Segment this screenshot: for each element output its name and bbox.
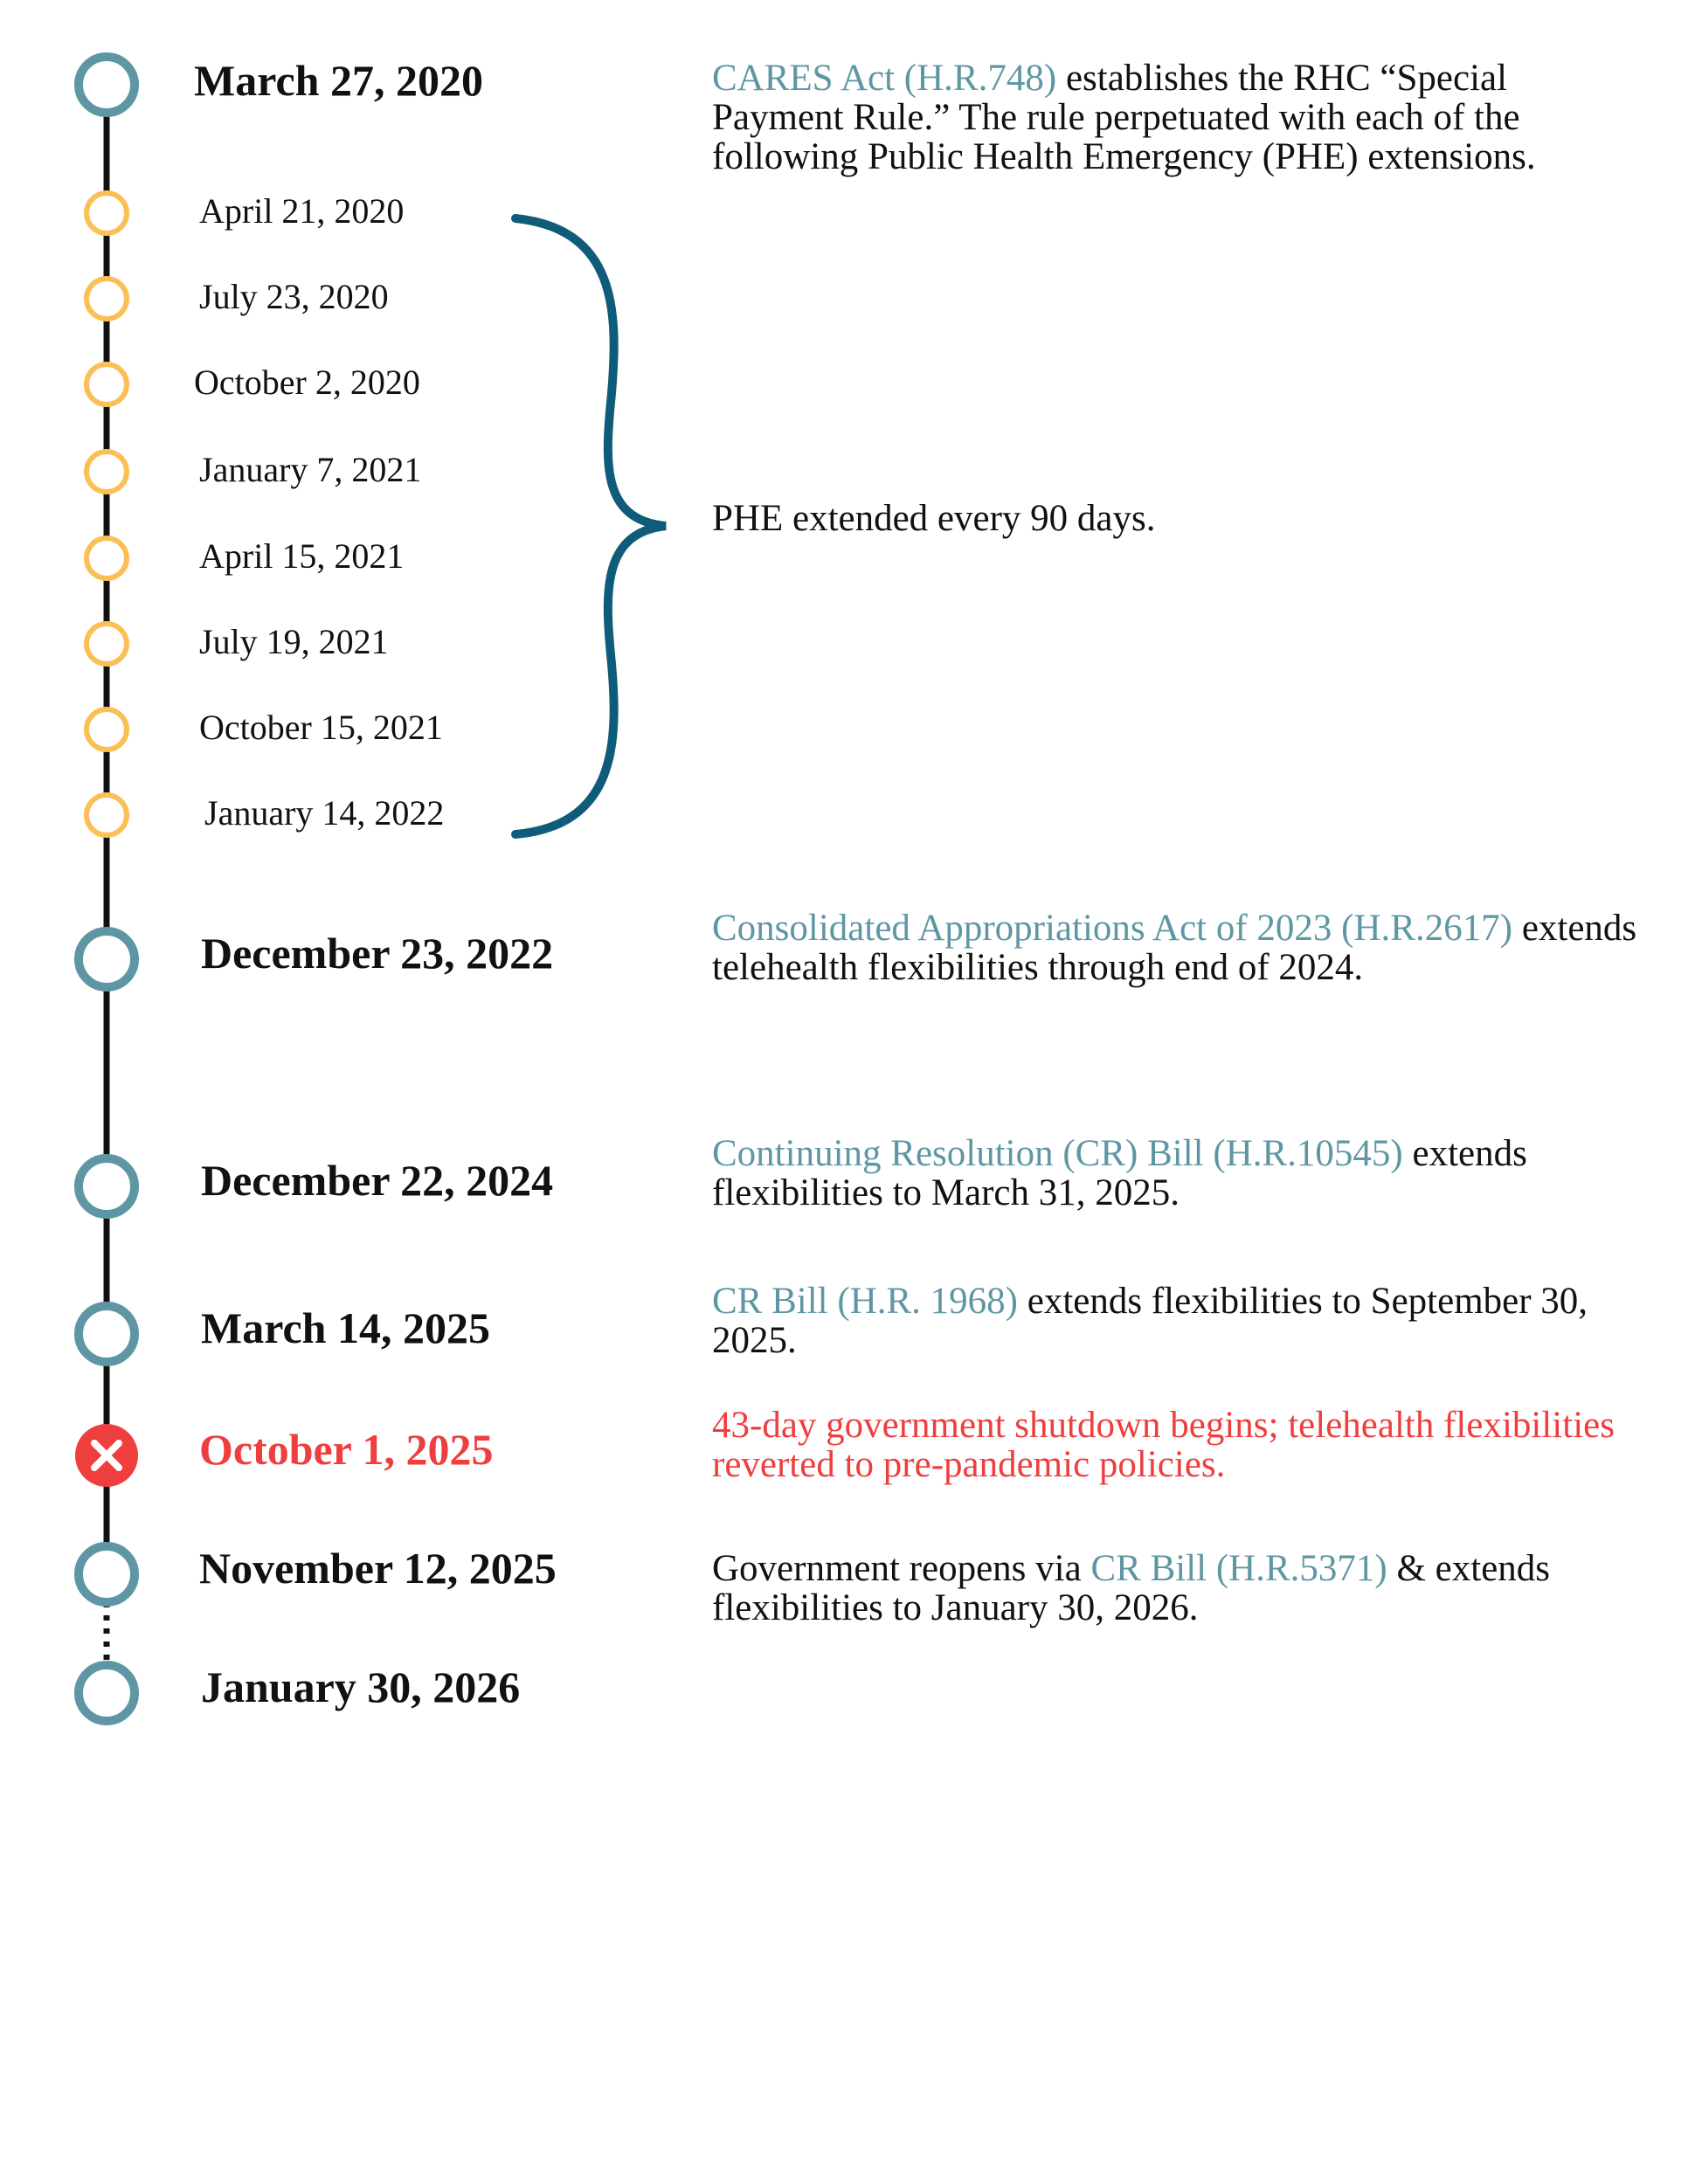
close-x-icon <box>75 1424 138 1487</box>
milestone-major-march-27-2020 <box>79 57 135 113</box>
date-december-23-2022: December 23, 2022 <box>201 929 554 978</box>
date-july-23-2020: July 23, 2020 <box>199 277 389 316</box>
link-consolidated-appropriations-act[interactable]: Consolidated Appropriations Act of 2023 (H.R.2617) <box>712 908 1513 949</box>
milestone-major-march-14-2025 <box>79 1306 135 1362</box>
link-cr-bill-hr5371[interactable]: CR Bill (H.R.5371) <box>1090 1548 1387 1589</box>
date-january-14-2022: January 14, 2022 <box>204 793 445 833</box>
milestone-minor-july-23-2020 <box>86 279 127 319</box>
link-cr-bill-hr1968[interactable]: CR Bill (H.R. 1968) <box>712 1281 1019 1322</box>
milestone-minor-january-7-2021 <box>86 452 127 492</box>
desc-cares-text: establishes the RHC “Special Payment Rule.” The rule perpetuated with each of the following Public Health Emergency (PHE) extensions. <box>712 58 1536 177</box>
desc-continuing-resolution <box>712 1134 1638 1213</box>
date-april-21-2020: April 21, 2020 <box>199 191 405 231</box>
milestone-minor-january-14-2022 <box>86 795 127 835</box>
desc-reopen-pre: Government reopens via <box>712 1548 1091 1589</box>
milestone-major-december-22-2024 <box>79 1158 135 1214</box>
milestone-minor-october-2-2020 <box>86 364 127 404</box>
link-cares-act[interactable]: CARES Act (H.R.748) <box>712 58 1057 99</box>
milestone-major-november-12-2025 <box>79 1546 135 1602</box>
date-january-7-2021: January 7, 2021 <box>199 450 422 489</box>
date-december-22-2024: December 22, 2024 <box>201 1156 554 1205</box>
desc-phe-text: PHE extended every 90 days. <box>712 498 1156 539</box>
link-cr-bill-hr10545[interactable]: Continuing Resolution (CR) Bill (H.R.10545) <box>712 1133 1403 1174</box>
desc-phe-extended <box>712 499 1638 538</box>
desc-government-reopens <box>712 1549 1638 1628</box>
milestone-minor-october-15-2021 <box>86 709 127 750</box>
milestone-major-december-23-2022 <box>79 931 135 987</box>
milestone-minor-april-15-2021 <box>86 538 127 578</box>
date-january-30-2026: January 30, 2026 <box>201 1662 521 1711</box>
desc-government-shutdown <box>712 1406 1638 1484</box>
desc-caa-text: extends telehealth flexibilities through end of 2024. <box>712 908 1637 988</box>
date-november-12-2025: November 12, 2025 <box>199 1544 557 1593</box>
desc-reopen-post: & extends flexibilities to January 30, 2026. <box>712 1548 1551 1628</box>
desc-cr1-text: extends flexibilities to March 31, 2025. <box>712 1133 1527 1213</box>
date-april-15-2021: April 15, 2021 <box>199 536 405 576</box>
bracket-brace <box>515 218 666 834</box>
desc-cr-bill-1968 <box>712 1282 1638 1360</box>
milestone-minor-july-19-2021 <box>86 624 127 664</box>
date-october-1-2025: October 1, 2025 <box>199 1425 494 1474</box>
date-july-19-2021: July 19, 2021 <box>199 622 389 661</box>
milestone-minor-april-21-2020 <box>86 193 127 233</box>
desc-cares-act <box>712 59 1638 176</box>
milestone-major-january-30-2026 <box>79 1665 135 1721</box>
date-march-27-2020: March 27, 2020 <box>194 56 483 105</box>
desc-cr2-text: extends flexibilities to September 30, 2025. <box>712 1281 1588 1361</box>
date-october-15-2021: October 15, 2021 <box>199 708 443 747</box>
date-march-14-2025: March 14, 2025 <box>201 1303 490 1352</box>
desc-consolidated-appropriations <box>712 909 1638 987</box>
desc-shutdown-text: 43-day government shutdown begins; telehealth flexibilities reverted to pre-pandemic policies. <box>712 1405 1615 1485</box>
date-october-2-2020: October 2, 2020 <box>194 363 420 402</box>
